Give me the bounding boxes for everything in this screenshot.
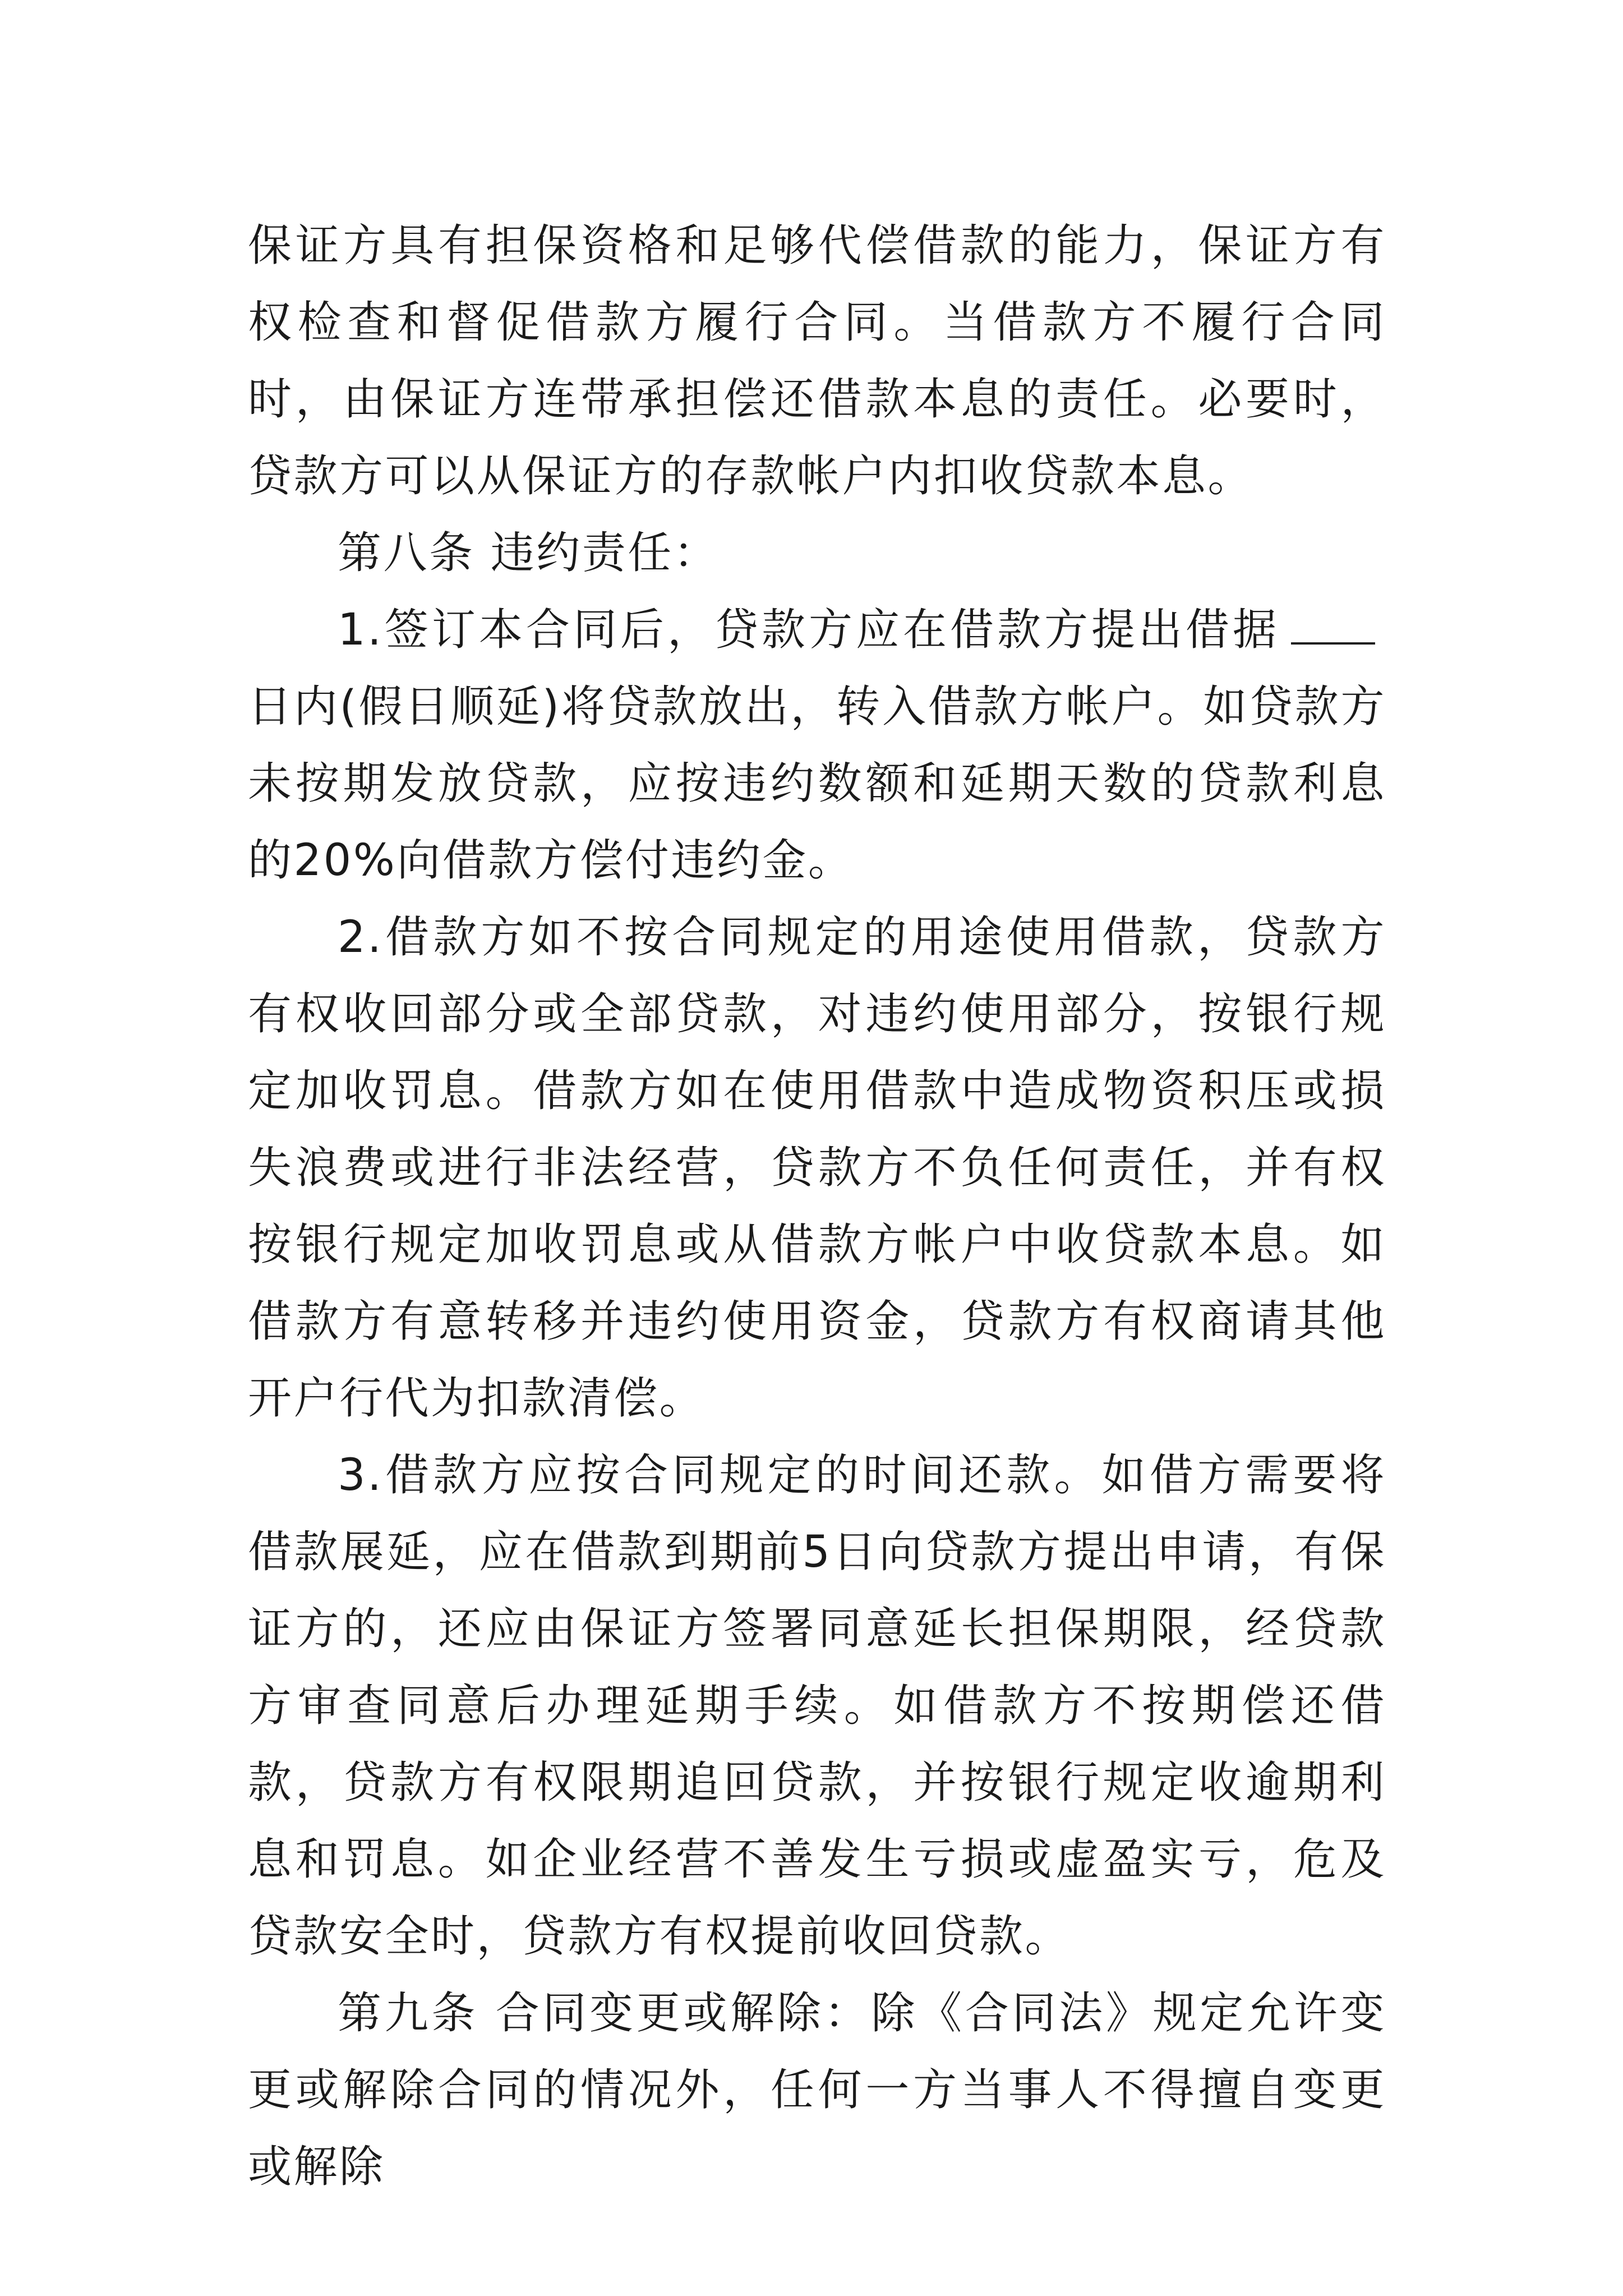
clause-1-text-after: 日内(假日顺延)将贷款放出，转入借款方帐户。如贷款方未按期发放贷款，应按违约数额和延期天数的贷款利息的20%向借款方偿付违约金。	[248, 682, 1386, 886]
article-9-paragraph: 第九条 合同变更或解除：除《合同法》规定允许变更或解除合同的情况外，任何一方当事人不得擅自变更或解除	[248, 1988, 1386, 2192]
days-blank-field	[1291, 603, 1375, 645]
document-body	[248, 208, 1386, 2206]
article-8-heading: 第八条 违约责任：	[338, 528, 720, 578]
clause-1-text-before: 1.签订本合同后，贷款方应在借款方提出借据	[338, 605, 1280, 655]
paragraph-clause-3: 3.借款方应按合同规定的时间还款。如借方需要将借款展延，应在借款到期前5日向贷款方提出申请，有保证方的，还应由保证方签署同意延长担保期限，经贷款方审查同意后办理延期手续。如借款方不按期偿还借款，贷款方有权限期追回贷款，并按银行规定收逾期利息和罚息。如企业经营不善发生亏损或虚盈实亏，危及贷款安全时，贷款方有权提前收回贷款。	[248, 1450, 1386, 1962]
paragraph-clause-1	[248, 592, 1386, 899]
paragraph-clause-2: 2.借款方如不按合同规定的用途使用借款，贷款方有权收回部分或全部贷款，对违约使用部分，按银行规定加收罚息。借款方如在使用借款中造成物资积压或损失浪费或进行非法经营，贷款方不负任何责任，并有权按银行规定加收罚息或从借款方帐户中收贷款本息。如借款方有意转移并违约使用资金，贷款方有权商请其他开户行代为扣款清偿。	[248, 912, 1386, 1424]
paragraph-guarantor-liability: 保证方具有担保资格和足够代偿借款的能力，保证方有权检查和督促借款方履行合同。当借款方不履行合同时，由保证方连带承担偿还借款本息的责任。必要时，贷款方可以从保证方的存款帐户内扣收贷款本息。	[248, 220, 1386, 501]
